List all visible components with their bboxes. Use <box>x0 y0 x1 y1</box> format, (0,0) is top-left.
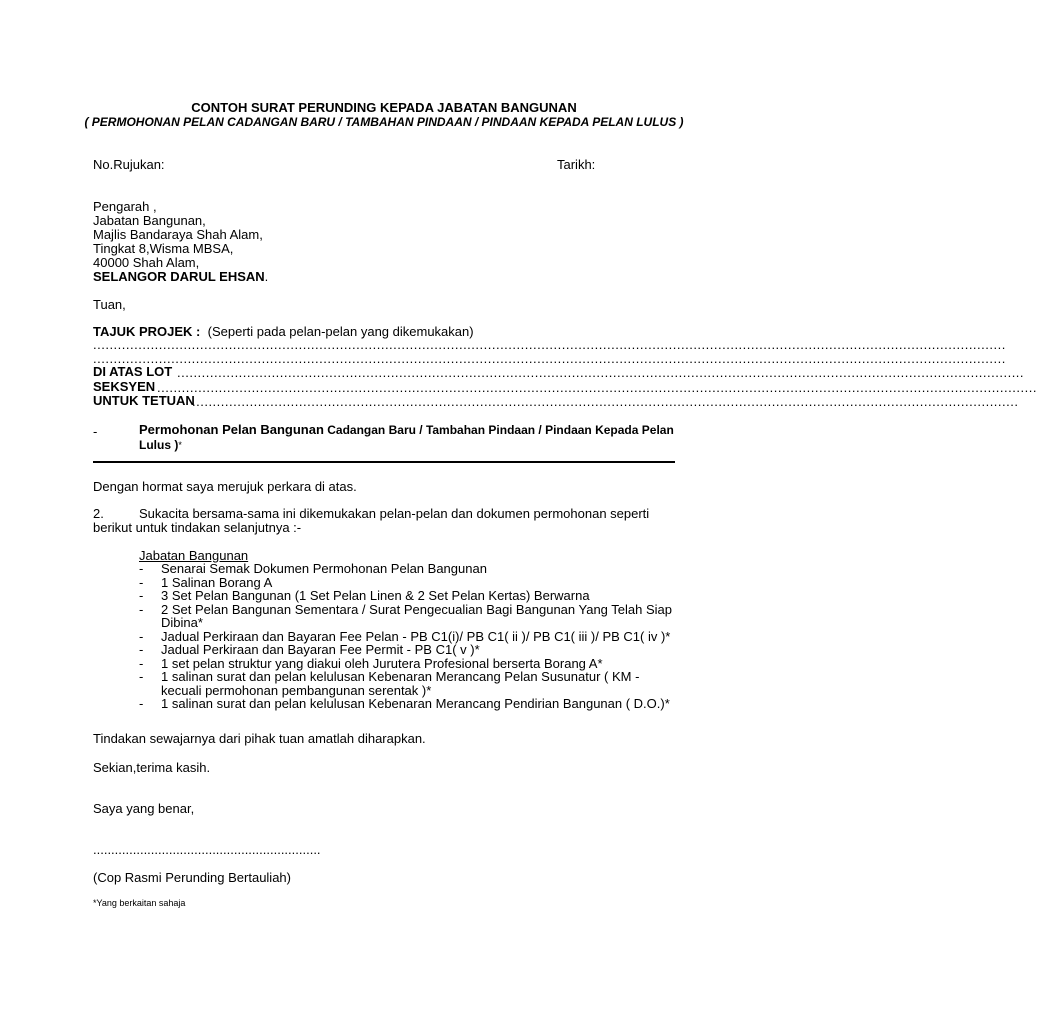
list-item-dash: - <box>139 561 144 576</box>
section-label: SEKSYEN <box>93 379 156 394</box>
list-item-text: 1 set pelan struktur yang diakui oleh Jurutera Profesional berserta Borang A* <box>161 655 603 671</box>
section-fill-line: ...................................................................................................................................................................................................................... <box>157 380 1037 395</box>
salutation: Tuan, <box>93 297 126 312</box>
address-line: Jabatan Bangunan, <box>93 213 206 228</box>
subject-dash: - <box>93 424 98 439</box>
list-item <box>139 643 672 657</box>
list-item-dash: - <box>139 655 144 671</box>
list-item-text: 3 Set Pelan Bangunan (1 Set Pelan Linen & 2 Set Pelan Kertas) Berwarna <box>161 588 590 603</box>
subject-divider <box>93 461 675 463</box>
list-item-dash: - <box>139 588 144 603</box>
lot-fill-line: .............................................................................................................................................................................................................. <box>177 365 1025 380</box>
paragraph-2-line-2: berikut untuk tindakan selanjutnya :- <box>93 520 302 535</box>
list-item-text: Jadual Perkiraan dan Bayaran Fee Permit - PB C1( v )* <box>161 642 480 657</box>
date-label: Tarikh: <box>557 157 596 172</box>
subject-detail: Cadangan Baru / Tambahan Pindaan / Pindaan Kepada Pelan <box>323 423 674 437</box>
closing-paragraph: Tindakan sewajarnya dari pihak tuan amatlah diharapkan. <box>93 731 426 746</box>
closing-greeting: Sekian,terima kasih. <box>93 760 211 775</box>
opening-paragraph: Dengan hormat saya merujuk perkara di atas. <box>93 479 357 494</box>
project-fill-line: .............................................................................................................................................................................................................................. <box>93 337 1006 352</box>
address-line: Majlis Bandaraya Shah Alam, <box>93 227 263 242</box>
signature-line: ............................................................... <box>93 842 321 857</box>
subject-asterisk: * <box>178 440 182 450</box>
list-item-dash: - <box>139 628 144 644</box>
consultant-stamp-label: (Cop Rasmi Perunding Bertauliah) <box>93 870 291 885</box>
reference-number-label: No.Rujukan: <box>93 157 165 172</box>
project-title-label: TAJUK PROJEK : <box>93 324 201 339</box>
footnote: *Yang berkaitan sahaja <box>93 898 186 908</box>
document-subtitle: ( PERMOHONAN PELAN CADANGAN BARU / TAMBAHAN PINDAAN / PINDAAN KEPADA PELAN LULUS ) <box>84 115 684 129</box>
subject-text <box>139 422 679 452</box>
list-item-dash: - <box>139 642 144 657</box>
list-item-dash: - <box>139 574 144 590</box>
address-state-period: . <box>264 269 269 284</box>
list-item <box>139 657 672 671</box>
address-line: 40000 Shah Alam, <box>93 255 200 270</box>
address-line: Pengarah , <box>93 199 157 214</box>
list-item-text-continued: kecuali permohonan pembangunan serentak )* <box>161 682 432 698</box>
document-list <box>139 562 672 711</box>
sign-off: Saya yang benar, <box>93 801 195 816</box>
list-item-text: Jadual Perkiraan dan Bayaran Fee Pelan - PB C1(i)/ PB C1( ii )/ PB C1( iii )/ PB C1( iv )* <box>161 628 671 644</box>
list-item <box>139 670 672 697</box>
list-item-dash: - <box>139 696 144 711</box>
project-title-note: (Seperti pada pelan-pelan yang dikemukakan) <box>207 324 474 339</box>
list-item <box>139 697 672 711</box>
address-state <box>93 269 268 284</box>
paragraph-2-line-1: Sukacita bersama-sama ini dikemukakan pelan-pelan dan dokumen permohonan seperti <box>139 506 650 521</box>
list-item-text: 1 Salinan Borang A <box>161 574 273 590</box>
subject-continuation: Lulus ) <box>139 438 179 452</box>
document-title: CONTOH SURAT PERUNDING KEPADA JABATAN BANGUNAN <box>191 100 577 115</box>
owner-fill-line: ......................................................................................................................................................................................................... <box>192 394 1019 409</box>
list-item <box>139 589 672 603</box>
list-item <box>139 603 672 630</box>
list-item <box>139 576 672 590</box>
list-item-text-continued: Dibina* <box>161 615 203 630</box>
list-item-text: 1 salinan surat dan pelan kelulusan Kebenaran Merancang Pelan Susunatur ( KM - <box>161 669 640 684</box>
list-item-text: 2 Set Pelan Bangunan Sementara / Surat Pengecualian Bagi Bangunan Yang Telah Siap <box>161 601 672 617</box>
owner-label: UNTUK TETUAN <box>93 393 195 408</box>
list-item-text: 1 salinan surat dan pelan kelulusan Kebenaran Merancang Pendirian Bangunan ( D.O.)* <box>161 696 670 711</box>
subject-main: Permohonan Pelan Bangunan <box>139 422 324 437</box>
list-item-dash: - <box>139 601 144 617</box>
list-item <box>139 562 672 576</box>
list-heading: Jabatan Bangunan <box>139 548 249 563</box>
list-item <box>139 630 672 644</box>
list-item-text: Senarai Semak Dokumen Permohonan Pelan Bangunan <box>161 561 487 576</box>
address-line: Tingkat 8,Wisma MBSA, <box>93 241 234 256</box>
lot-label: DI ATAS LOT <box>93 364 173 379</box>
project-fill-line: .............................................................................................................................................................................................................................. <box>93 351 1006 366</box>
address-state-name: SELANGOR DARUL EHSAN <box>93 269 265 284</box>
list-item-dash: - <box>139 669 144 684</box>
paragraph-number: 2. <box>93 506 104 521</box>
